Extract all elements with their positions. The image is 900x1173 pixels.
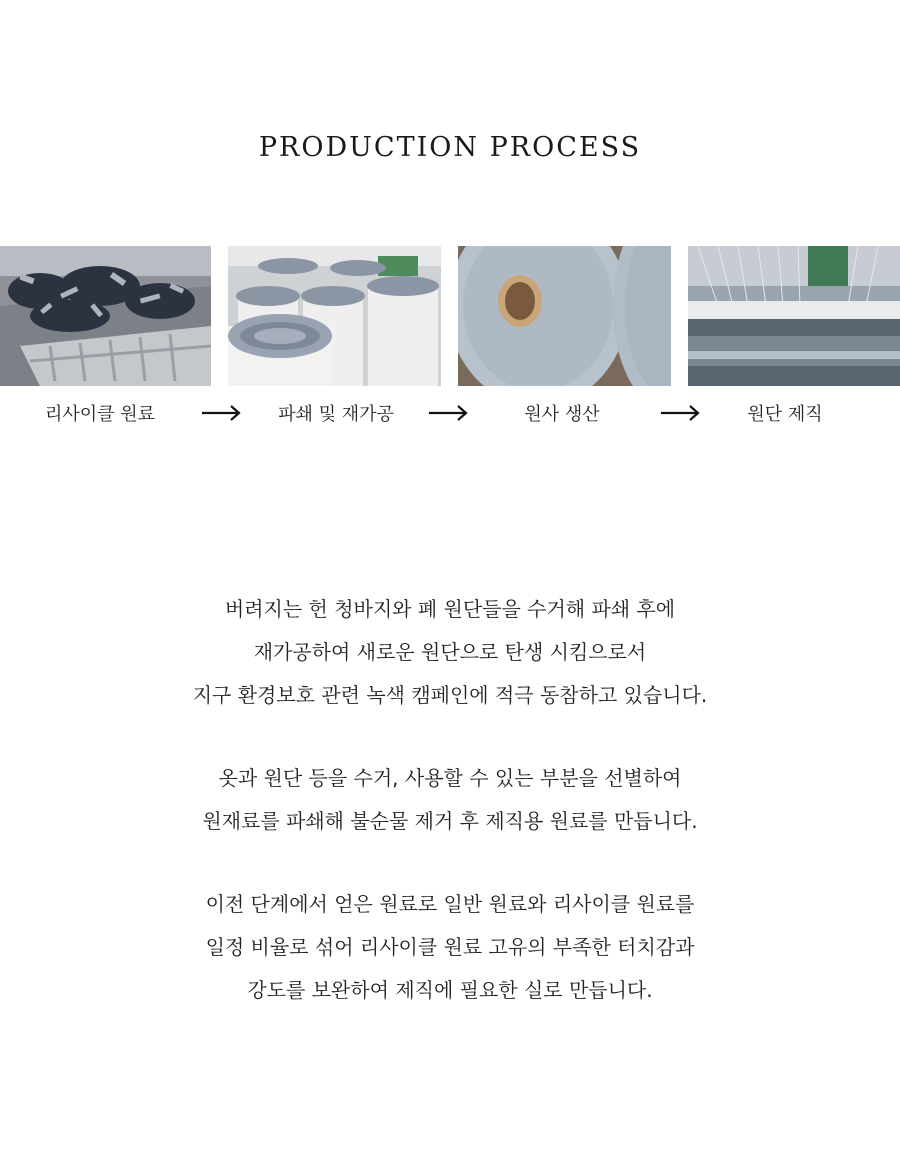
right-arrow-icon — [429, 404, 469, 422]
text-line: 이전 단계에서 얻은 원료로 일반 원료와 리사이클 원료를 — [205, 892, 695, 916]
right-arrow-icon — [202, 404, 242, 422]
step-label-shredding: 파쇄 및 재가공 — [278, 404, 394, 425]
step-label-recycled-material: 리사이클 원료 — [44, 404, 156, 425]
text-line: 재가공하여 새로운 원단으로 탄생 시킴으로서 — [253, 640, 647, 664]
description — [0, 588, 900, 1052]
text-line: 일정 비율로 섞어 리사이클 원료 고유의 부족한 터치감과 — [205, 935, 695, 959]
text-line: 옷과 원단 등을 수거, 사용할 수 있는 부분을 선별하여 — [218, 766, 682, 790]
yarn-cones-photo — [458, 246, 671, 386]
step-label-yarn-production: 원사 생산 — [524, 404, 600, 425]
text-line: 지구 환경보호 관련 녹색 캠페인에 적극 동참하고 있습니다. — [192, 683, 708, 707]
step-label-fabric-weaving: 원단 제직 — [747, 404, 823, 425]
right-arrow-icon — [661, 404, 701, 422]
text-line: 강도를 보완하여 제직에 필요한 실로 만듭니다. — [247, 978, 653, 1002]
paragraph-yarn — [0, 883, 900, 1012]
paragraph-intro — [0, 588, 900, 717]
weaving-loom-photo — [688, 246, 900, 386]
text-line: 버려지는 헌 청바지와 폐 원단들을 수거해 파쇄 후에 — [224, 597, 676, 621]
fiber-rolls-photo — [228, 246, 441, 386]
paragraph-collection — [0, 757, 900, 843]
text-line: 원재료를 파쇄해 불순물 제거 후 제직용 원료를 만듭니다. — [202, 809, 698, 833]
page-title: PRODUCTION PROCESS — [258, 132, 642, 163]
shredded-denim-photo — [0, 246, 211, 386]
